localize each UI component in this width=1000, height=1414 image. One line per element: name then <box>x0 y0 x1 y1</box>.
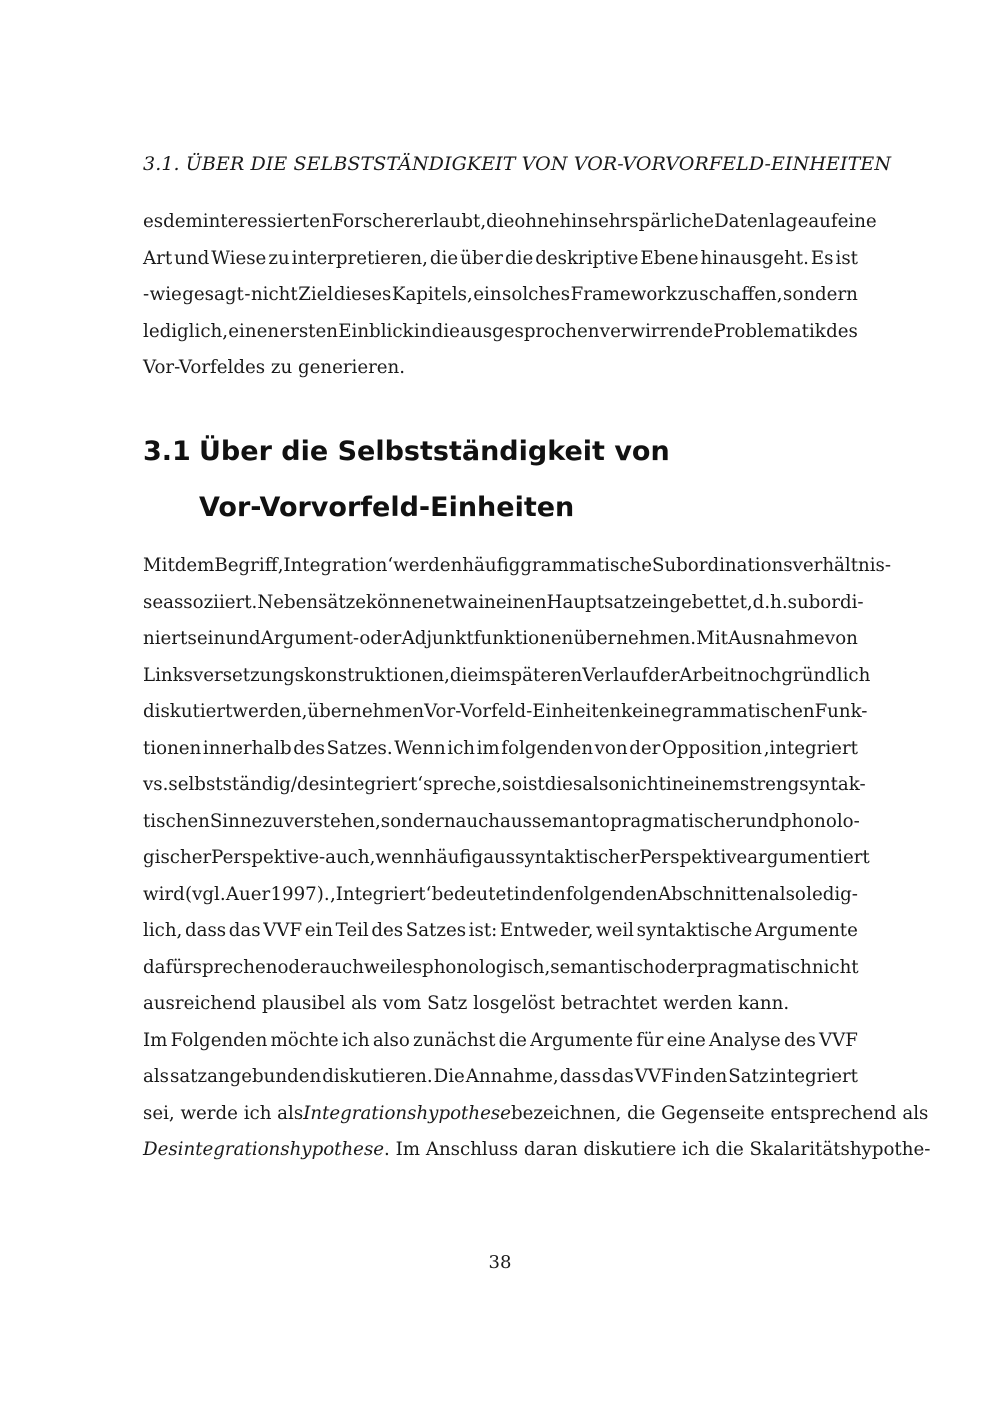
word: ausgesprochen <box>460 320 600 342</box>
word: ich <box>447 737 475 759</box>
word: syntaktische <box>636 920 753 941</box>
word: argumentiert <box>747 847 870 868</box>
word: Verlauf <box>582 664 649 686</box>
word: die <box>505 247 534 269</box>
word: Im <box>143 1029 168 1051</box>
word: dem <box>163 211 203 232</box>
word: den <box>531 883 566 905</box>
word: Ebene <box>640 247 699 269</box>
word: Annahme, <box>465 1066 559 1087</box>
word: oder <box>359 628 402 649</box>
word: sondern <box>783 284 858 305</box>
word: spreche, <box>423 774 502 795</box>
word: Argument- <box>260 628 360 649</box>
word: semantopragmatischer <box>531 810 745 832</box>
word: - <box>143 284 150 305</box>
word: in <box>513 883 532 905</box>
word: etwa <box>433 591 479 613</box>
word: dass <box>184 920 227 941</box>
word: h. <box>770 591 788 613</box>
word: aus <box>483 847 516 868</box>
word: übernehmen. <box>573 628 696 649</box>
word: des <box>784 1029 816 1051</box>
word: in <box>665 774 684 795</box>
section-title-line1: Über die Selbstständigkeit von <box>199 436 670 467</box>
word: der <box>648 664 680 686</box>
word: VVF <box>634 1066 674 1087</box>
word: die <box>486 211 515 232</box>
word: Ausnahme <box>728 628 825 649</box>
word: also <box>582 774 620 795</box>
word: gründlich <box>781 664 871 686</box>
word: lich, <box>143 920 183 941</box>
text-line <box>143 1132 931 1169</box>
intro-paragraph <box>143 204 877 387</box>
word: ist: <box>468 920 498 941</box>
word: Linksversetzungskonstruktionen, <box>143 664 450 686</box>
body-paragraph <box>143 548 931 1169</box>
word: Mit <box>696 628 728 649</box>
word: so <box>501 774 523 795</box>
word: (vgl. <box>185 883 226 905</box>
word: als <box>143 1066 169 1087</box>
word: die <box>449 664 479 686</box>
word: möchte <box>270 1029 339 1051</box>
term-integrationshypothese: Integrationshypothese <box>303 1102 511 1124</box>
word: grammatischen <box>671 701 815 722</box>
text-line <box>143 767 866 804</box>
text-line <box>143 314 858 351</box>
text-line: ausreichend plausibel als vom Satz losgelöst betrachtet werden kann. <box>143 993 790 1014</box>
line-start <box>143 1132 384 1169</box>
word: Analyse <box>708 1029 781 1051</box>
word: syntak- <box>799 774 866 795</box>
word: zu <box>262 810 284 832</box>
word: interessierten <box>202 211 332 232</box>
word: Wiese <box>211 247 267 269</box>
word: auch <box>319 956 364 978</box>
line-end: . Im Anschluss daran diskutiere ich die Skalaritätshypothe- <box>384 1139 931 1160</box>
word: VVF <box>819 1029 858 1051</box>
word: Auer <box>225 883 271 905</box>
word: Opposition <box>661 737 763 759</box>
word: wenn <box>375 847 426 868</box>
text-line <box>143 1023 858 1060</box>
word: diskutiert <box>143 701 233 722</box>
word: oder <box>654 956 697 978</box>
word: Argumente <box>754 920 858 941</box>
line-start: sei, werde ich alsIntegrationshypothese <box>143 1102 511 1124</box>
word: Subordinationsverhältnis- <box>651 555 892 576</box>
word: wird <box>143 883 185 905</box>
word: Perspektive <box>211 847 319 868</box>
word: Argumente <box>530 1029 634 1051</box>
word: für <box>636 1029 664 1051</box>
word: semantisch <box>550 956 655 978</box>
word: einen <box>228 320 280 342</box>
word: spärliche <box>629 211 715 232</box>
word: den <box>693 1066 728 1087</box>
word: Abschnitten <box>658 883 769 905</box>
word: tionen <box>143 737 202 759</box>
word: übernehmen <box>307 701 425 722</box>
word: Art <box>143 247 173 269</box>
text-line <box>143 913 858 950</box>
word: streng <box>739 774 800 795</box>
word: nicht <box>811 956 859 978</box>
word: aus <box>500 810 532 832</box>
word: sondern <box>380 810 456 832</box>
text-line <box>143 621 858 658</box>
word: assoziiert. <box>163 591 258 613</box>
text-line <box>143 840 870 877</box>
line-end: bezeichnen, die Gegenseite entsprechend als <box>510 1102 929 1124</box>
word: nicht <box>619 774 666 795</box>
word: Die <box>433 1066 465 1087</box>
text-line <box>143 731 858 768</box>
word: phonolo- <box>779 810 860 832</box>
section-title-line2: Vor-Vorvorfeld-Einheiten <box>199 492 575 523</box>
text-line <box>143 804 858 841</box>
word: folgenden <box>501 737 594 759</box>
word: auch <box>455 810 501 832</box>
word: Vor-Vorfeld-Einheiten <box>424 701 622 722</box>
word: wie <box>149 284 182 305</box>
word: Begriff <box>214 555 278 576</box>
word: zunächst <box>413 1029 496 1051</box>
word: ‚Integriert‘ <box>329 883 432 905</box>
word: ‚Integration‘ <box>277 555 394 576</box>
word: also <box>768 883 806 905</box>
word: oder <box>277 956 320 978</box>
word: - <box>318 847 326 868</box>
word: Folgenden <box>170 1029 268 1051</box>
text-line <box>143 277 858 314</box>
word: ledig- <box>806 883 858 905</box>
word: innerhalb <box>202 737 292 759</box>
word: weil <box>363 956 402 978</box>
word: das <box>228 920 261 941</box>
word: dies <box>544 774 583 795</box>
word: schaffen, <box>699 284 783 305</box>
word: ist <box>835 247 858 269</box>
word: VVF <box>263 920 303 941</box>
word: d. <box>752 591 771 613</box>
word: Funk- <box>814 701 868 722</box>
word: sprechen <box>192 956 278 978</box>
word: grammatische <box>520 555 652 576</box>
word: sein <box>187 628 226 649</box>
word: eingebettet, <box>641 591 753 613</box>
word: Satzes <box>405 920 467 941</box>
word: die <box>429 247 459 269</box>
word: nicht <box>250 284 298 305</box>
word: ist <box>522 774 545 795</box>
word: gesagt <box>182 284 244 305</box>
term-desintegrationshypothese: Desintegrationshypothese <box>143 1139 385 1160</box>
text-line <box>143 694 868 731</box>
word: 1997). <box>270 883 330 905</box>
word: es <box>401 956 423 978</box>
word: über <box>460 247 503 269</box>
word: erlaubt, <box>413 211 487 232</box>
word: ‚integriert <box>763 737 858 759</box>
word: dafür <box>143 956 193 978</box>
running-head: 3.1. ÜBER DIE SELBSTSTÄNDIGKEIT VON VOR-VORVORFELD-EINHEITEN <box>143 153 892 175</box>
word: einen <box>495 591 547 613</box>
word: Adjunktfunktionen <box>401 628 574 649</box>
word: Perspektive <box>639 847 748 868</box>
text-line <box>143 658 871 695</box>
word: das <box>601 1066 634 1087</box>
word: Sinne <box>209 810 263 832</box>
word: Framework <box>570 284 678 305</box>
word: in <box>478 591 496 613</box>
word: diskutieren. <box>322 1066 433 1087</box>
word: die <box>431 320 460 342</box>
word: noch <box>736 664 782 686</box>
word: Kapitels, <box>391 284 473 305</box>
word: Satzes. <box>326 737 393 759</box>
word: und <box>744 810 780 832</box>
word: deskriptive <box>535 247 639 269</box>
word: Datenlage <box>714 211 809 232</box>
word: und <box>225 628 261 649</box>
word: in <box>413 320 432 342</box>
word: des <box>826 320 858 342</box>
word: verwirrende <box>599 320 714 342</box>
word: können <box>365 591 434 613</box>
word: Arbeit <box>679 664 737 686</box>
word: und <box>174 247 210 269</box>
word: phonologisch, <box>422 956 551 978</box>
word: auch, <box>325 847 376 868</box>
word: ein <box>473 284 502 305</box>
word: interpretieren, <box>291 247 428 269</box>
word: satzangebunden <box>170 1066 322 1087</box>
word: späteren <box>501 664 583 686</box>
word: des <box>293 737 325 759</box>
word: hinausgeht. <box>700 247 809 269</box>
text-line <box>143 585 864 622</box>
word: eine <box>837 211 877 232</box>
word: Entweder, <box>499 920 594 941</box>
text-line: Vor-Vorfeldes zu generieren. <box>143 357 406 378</box>
word: Es <box>810 247 834 269</box>
word: Hauptsatz <box>546 591 642 613</box>
word: der <box>629 737 661 759</box>
text-line <box>143 241 858 278</box>
word: des <box>371 920 404 941</box>
section-number: 3.1 <box>143 436 191 467</box>
word: Satz <box>728 1066 769 1087</box>
word: ohnehin <box>514 211 589 232</box>
text-line <box>143 877 858 914</box>
word: häufig <box>462 555 521 576</box>
section-heading <box>143 428 670 532</box>
word: werden <box>393 555 463 576</box>
word: ich <box>341 1029 370 1051</box>
word: werden, <box>232 701 308 722</box>
word: Mit <box>143 555 175 576</box>
word: tischen <box>143 810 210 832</box>
word: bedeutet <box>431 883 514 905</box>
word: von <box>594 737 628 759</box>
word: folgenden <box>565 883 658 905</box>
text-line <box>143 1059 858 1096</box>
word: integriert <box>769 1066 858 1087</box>
word: in <box>674 1066 693 1087</box>
text-line <box>143 548 892 585</box>
word: dem <box>174 555 215 576</box>
word: häufig <box>425 847 484 868</box>
word: im <box>478 664 502 686</box>
word: auf <box>808 211 838 232</box>
word: eine <box>666 1029 706 1051</box>
word: es <box>143 211 164 232</box>
word: Nebensätze <box>257 591 366 613</box>
text-line <box>143 1096 929 1133</box>
word: lediglich, <box>143 320 228 342</box>
word: pragmatisch <box>696 956 812 978</box>
page-number: 38 <box>488 1252 512 1273</box>
word: se <box>143 591 164 613</box>
word: Forscher <box>331 211 414 232</box>
word: dieses <box>333 284 392 305</box>
word: einem <box>683 774 740 795</box>
word: selbstständig/desintegriert‘ <box>168 774 424 795</box>
word: Wenn <box>394 737 446 759</box>
word: dass <box>559 1066 601 1087</box>
word: zu <box>677 284 699 305</box>
word: keine <box>621 701 672 722</box>
text-line <box>143 950 858 987</box>
word: Problematik <box>713 320 826 342</box>
word: Einblick <box>338 320 414 342</box>
word: vs. <box>143 774 169 795</box>
word: ein <box>304 920 333 941</box>
text-line <box>143 204 877 241</box>
word: Teil <box>335 920 369 941</box>
word: syntaktischer <box>515 847 640 868</box>
word: ersten <box>279 320 338 342</box>
word: weil <box>596 920 634 941</box>
word: subordi- <box>787 591 864 613</box>
word: Ziel <box>298 284 334 305</box>
word: verstehen, <box>283 810 381 832</box>
word: im <box>476 737 500 759</box>
word: solches <box>502 284 571 305</box>
word: sehr <box>588 211 630 232</box>
word: - <box>244 284 251 305</box>
word: also <box>372 1029 410 1051</box>
word: gischer <box>143 847 212 868</box>
word: von <box>824 628 858 649</box>
word: niert <box>143 628 188 649</box>
word: die <box>498 1029 527 1051</box>
word: zu <box>268 247 290 269</box>
